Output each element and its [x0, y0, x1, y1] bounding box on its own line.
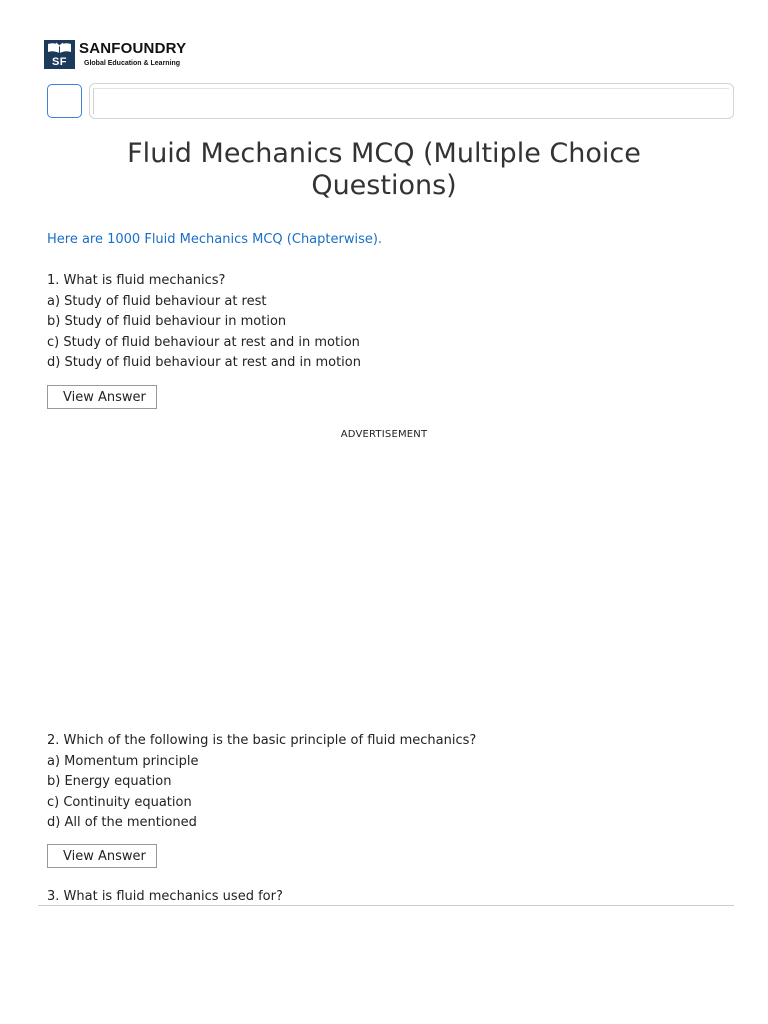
answer-option: a) Momentum principle [47, 753, 199, 769]
logo-icon [44, 40, 75, 69]
answer-option: a) Study of fluid behaviour at rest [47, 293, 267, 309]
question-text: 1. What is fluid mechanics? [47, 273, 226, 288]
answer-option: b) Study of fluid behaviour in motion [47, 314, 287, 329]
question-block [47, 271, 361, 374]
site-logo[interactable] [44, 40, 186, 69]
view-answer-button[interactable]: View Answer [47, 385, 157, 409]
search-button[interactable] [47, 84, 82, 118]
brand-tagline: Global Education & Learning [84, 60, 181, 67]
logo-text [79, 40, 186, 68]
answer-option: c) Continuity equation [47, 794, 192, 810]
question-text: 2. Which of the following is the basic principle of fluid mechanics? [47, 733, 477, 748]
answer-option: d) Study of fluid behaviour at rest and in motion [47, 355, 361, 370]
search-input[interactable] [93, 88, 729, 114]
question-text: 3. What is fluid mechanics used for? [47, 889, 283, 904]
advertisement-slot [47, 446, 734, 726]
question-block [47, 731, 476, 834]
search-bar [89, 83, 734, 119]
view-answer-button[interactable]: View Answer [47, 844, 157, 868]
logo-mark-text: SF [51, 56, 68, 68]
intro-link[interactable]: Here are 1000 Fluid Mechanics MCQ (Chapterwise). [47, 232, 383, 247]
brand-name: SANFOUNDRY [79, 40, 187, 57]
answer-option: d) All of the mentioned [47, 815, 197, 830]
advertisement-label: ADVERTISEMENT [340, 429, 428, 440]
content-divider [38, 905, 734, 906]
book-icon [47, 42, 72, 54]
answer-option: b) Energy equation [47, 774, 172, 789]
answer-option: c) Study of fluid behaviour at rest and in motion [47, 334, 360, 350]
page-title: Fluid Mechanics MCQ (Multiple Choice Questions) [127, 138, 641, 201]
